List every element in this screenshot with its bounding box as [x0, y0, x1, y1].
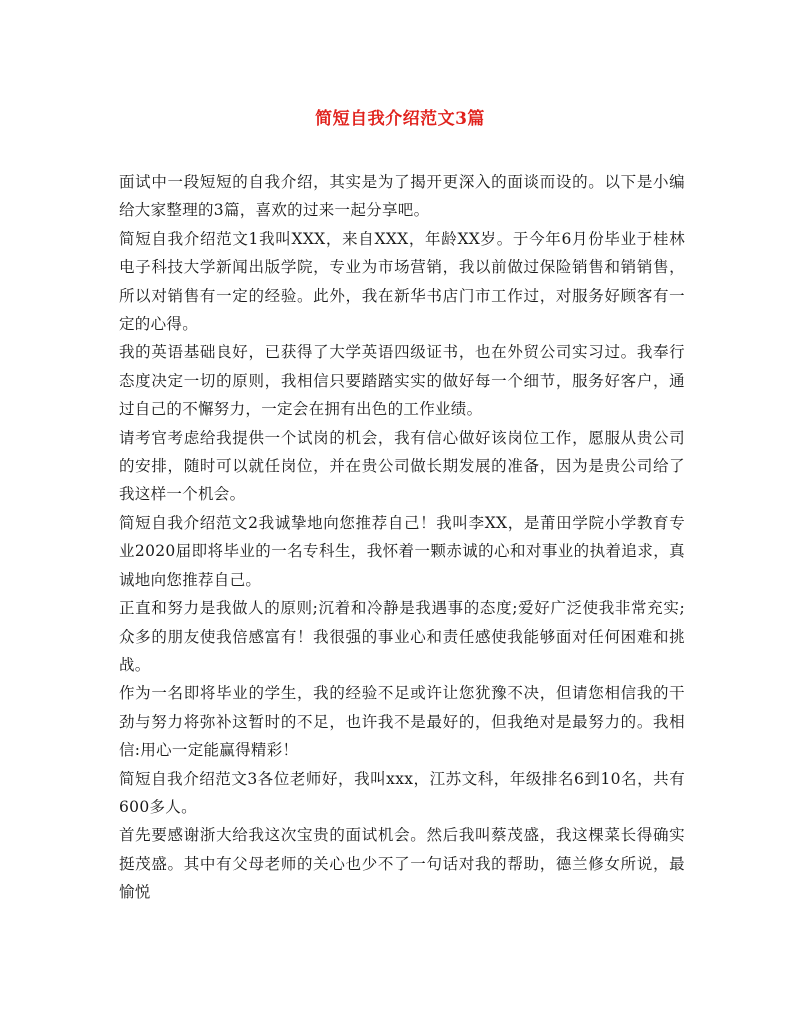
document-title: 简短自我介绍范文3篇: [315, 109, 485, 129]
paragraph-sample-3: 简短自我介绍范文3各位老师好，我叫xxx，江苏文科，年级排名6到10名，共有600多人。: [119, 769, 685, 816]
document-body: [119, 168, 685, 907]
paragraph-english-skills: 我的英语基础良好，已获得了大学英语四级证书，也在外贸公司实习过。我奉行态度决定一切的原则，我相信只要踏踏实实的做好每一个细节，服务好客户，通过自己的不懈努力，一定会在拥有出色的工作业绩。: [119, 343, 685, 419]
paragraph-sample-2: 简短自我介绍范文2我诚挚地向您推荐自己！我叫李XX，是莆田学院小学教育专业2020届即将毕业的一名专科生，我怀着一颗赤诚的心和对事业的执着追求，真诚地向您推荐自己。: [119, 513, 685, 589]
paragraph-request: 请考官考虑给我提供一个试岗的机会，我有信心做好该岗位工作，愿服从贵公司的安排，随时可以就任岗位，并在贵公司做长期发展的准备，因为是贵公司给了我这样一个机会。: [119, 428, 685, 504]
paragraph-principles: 正直和努力是我做人的原则;沉着和冷静是我遇事的态度;爱好广泛使我非常充实;众多的朋友使我倍感富有！我很强的事业心和责任感使我能够面对任何困难和挑战。: [119, 599, 685, 674]
paragraph-graduate: 作为一名即将毕业的学生，我的经验不足或许让您犹豫不决，但请您相信我的干劲与努力将弥补这暂时的不足，也许我不是最好的，但我绝对是最努力的。我相信:用心一定能赢得精彩！: [119, 684, 685, 760]
paragraph-intro: 面试中一段短短的自我介绍，其实是为了揭开更深入的面谈而设的。以下是小编给大家整理的3篇，喜欢的过来一起分享吧。: [119, 173, 685, 220]
paragraph-thanks: 首先要感谢浙大给我这次宝贵的面试机会。然后我叫蔡茂盛，我这棵菜长得确实挺茂盛。其中有父母老师的关心也少不了一句话对我的帮助，德兰修女所说，最愉悦: [119, 826, 685, 902]
paragraph-sample-1: 简短自我介绍范文1我叫XXX，来自XXX，年龄XX岁。于今年6月份毕业于桂林电子科技大学新闻出版学院，专业为市场营销，我以前做过保险销售和销销售，所以对销售有一定的经验。此外，我在新华书店门市工作过，对服务好顾客有一定的心得。: [119, 229, 685, 334]
